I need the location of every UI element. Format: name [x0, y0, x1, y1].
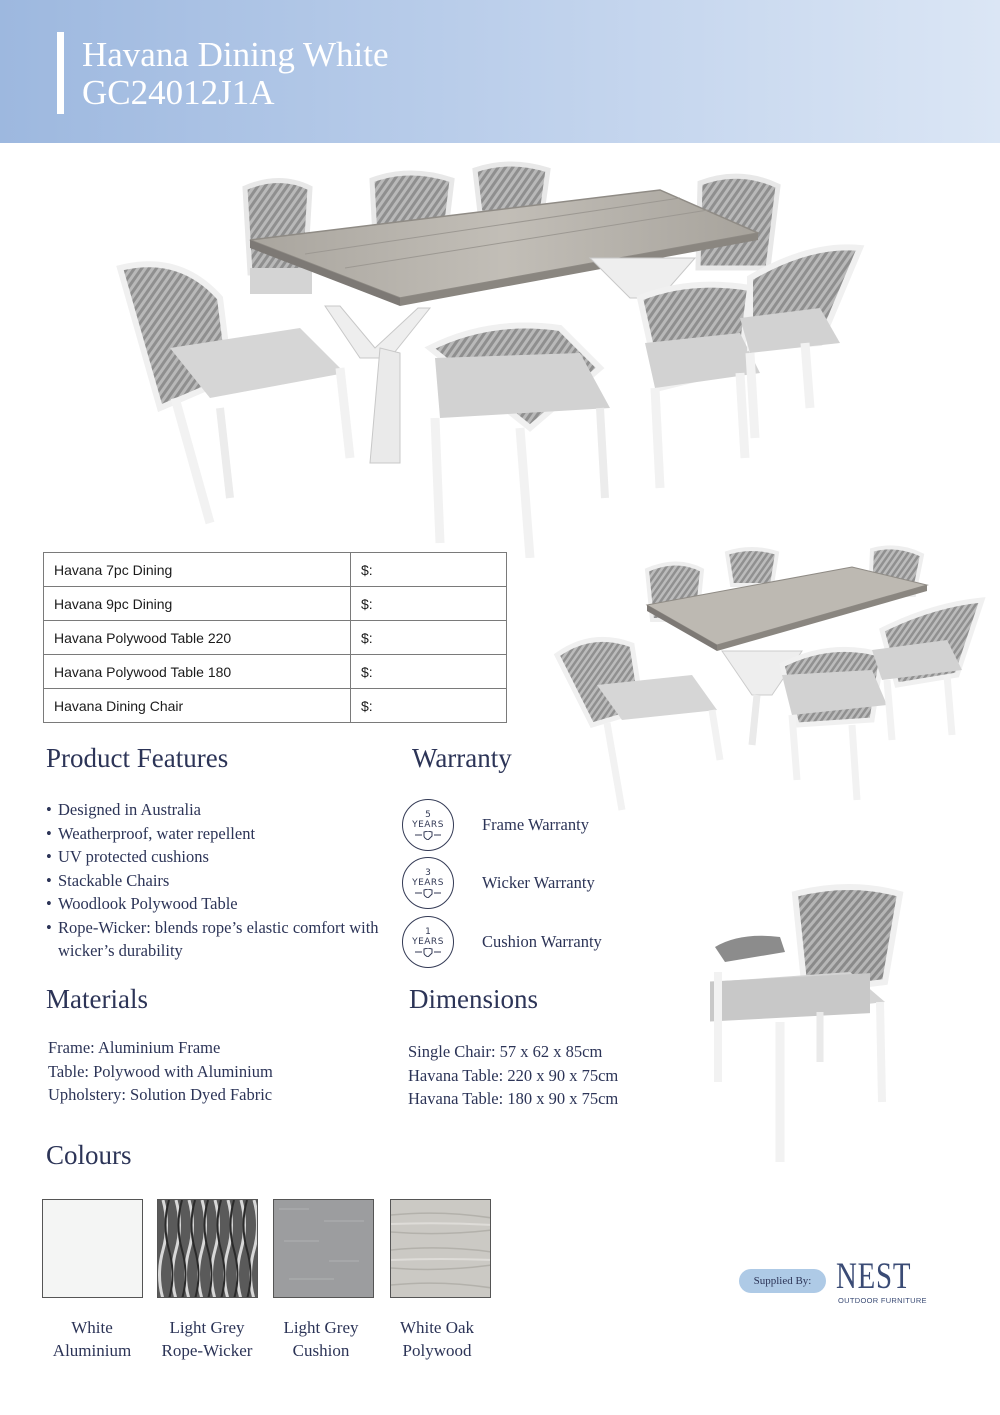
price-value: $: — [351, 689, 507, 723]
materials-heading: Materials — [46, 984, 148, 1014]
materials-line: Table: Polywood with Aluminium — [48, 1061, 273, 1081]
hero-photo — [100, 158, 880, 558]
table-row — [44, 621, 507, 655]
table-row — [44, 655, 507, 689]
set-chair — [782, 649, 887, 800]
warranty-label: Cushion Warranty — [482, 932, 602, 951]
product-title: Havana Dining White — [82, 35, 389, 74]
shield-icon — [415, 948, 441, 957]
nest-logo: NEST — [836, 1256, 912, 1297]
warranty-unit: YEARS — [412, 878, 444, 888]
warranty-heading: Warranty — [412, 743, 512, 773]
table-row — [44, 553, 507, 587]
list-item: • Woodlook Polywood Table — [46, 892, 391, 916]
dimensions-line: Single Chair: 57 x 62 x 85cm — [408, 1042, 603, 1061]
warranty-years: 5 — [425, 810, 431, 820]
warranty-badge-icon — [402, 916, 454, 968]
warranty-badge-icon — [402, 799, 454, 851]
chair-photo — [700, 882, 915, 1167]
list-item: • Weatherproof, water repellent — [46, 822, 391, 846]
product-code: GC24012J1A — [82, 73, 275, 112]
warranty-years: 1 — [425, 927, 431, 937]
list-item: • Rope-Wicker: blends rope’s elastic comfort with wicker’s durability — [46, 916, 391, 963]
front-chair — [740, 247, 860, 438]
list-item: • Designed in Australia — [46, 798, 391, 822]
swatch-label-white — [27, 1316, 157, 1362]
shield-icon — [415, 831, 441, 840]
price-item-name: Havana Dining Chair — [44, 689, 351, 723]
swatch-label-line: White Oak — [399, 1318, 475, 1337]
warranty-label: Wicker Warranty — [482, 873, 595, 892]
swatch-label-line: Polywood — [402, 1341, 472, 1360]
swatch-label-line: Light Grey — [169, 1318, 245, 1337]
swatch-rope-wicker — [157, 1199, 258, 1298]
front-chair — [430, 326, 610, 559]
warranty-unit: YEARS — [412, 937, 444, 947]
list-item: • UV protected cushions — [46, 845, 391, 869]
dimensions-line: Havana Table: 220 x 90 x 75cm — [408, 1065, 619, 1085]
swatch-white-aluminium — [42, 1199, 143, 1298]
warranty-row-cushion — [402, 916, 602, 968]
price-item-name: Havana 9pc Dining — [44, 587, 351, 621]
warranty-badge-icon — [402, 857, 454, 909]
materials-line: Upholstery: Solution Dyed Fabric — [48, 1085, 273, 1104]
swatch-label-line: Light Grey — [283, 1318, 359, 1337]
swatch-label-polywood — [372, 1316, 502, 1362]
features-list — [46, 798, 391, 963]
price-value: $: — [351, 621, 507, 655]
dimensions-line: Havana Table: 180 x 90 x 75cm — [408, 1089, 619, 1108]
list-item: • Stackable Chairs — [46, 869, 391, 893]
features-heading: Product Features — [46, 743, 229, 773]
set-chair — [557, 639, 720, 810]
price-item-name: Havana Polywood Table 220 — [44, 621, 351, 655]
table-row — [44, 587, 507, 621]
price-value: $: — [351, 587, 507, 621]
set-photo — [552, 545, 992, 815]
materials-line: Frame: Aluminium Frame — [48, 1038, 221, 1057]
price-value: $: — [351, 553, 507, 587]
warranty-years: 3 — [425, 868, 431, 878]
materials-text — [48, 1036, 273, 1107]
nest-tagline: OUTDOOR FURNITURE — [838, 1296, 927, 1305]
dimensions-text — [408, 1040, 618, 1111]
header-banner — [0, 0, 1000, 143]
price-table — [43, 552, 507, 723]
set-chair — [872, 600, 982, 740]
warranty-row-frame — [402, 799, 589, 851]
shield-icon — [415, 889, 441, 898]
swatch-label-line: Rope-Wicker — [161, 1341, 253, 1360]
swatch-label-line: Aluminium — [52, 1341, 132, 1360]
price-item-name: Havana 7pc Dining — [44, 553, 351, 587]
supplied-by-badge: Supplied By: — [739, 1269, 826, 1293]
warranty-label: Frame Warranty — [482, 815, 589, 834]
front-chair — [120, 264, 350, 523]
table-row — [44, 689, 507, 723]
swatch-label-line: Cushion — [292, 1341, 350, 1360]
swatch-label-rope — [142, 1316, 272, 1362]
swatch-label-line: White — [71, 1318, 113, 1337]
swatch-polywood — [390, 1199, 491, 1298]
dimensions-heading: Dimensions — [409, 984, 539, 1014]
swatch-label-cushion — [256, 1316, 386, 1362]
warranty-unit: YEARS — [412, 820, 444, 830]
swatch-cushion — [273, 1199, 374, 1298]
warranty-row-wicker — [402, 857, 595, 909]
header-accent-bar — [57, 32, 64, 114]
price-value: $: — [351, 655, 507, 689]
colours-heading: Colours — [46, 1140, 132, 1170]
price-item-name: Havana Polywood Table 180 — [44, 655, 351, 689]
front-chair — [640, 285, 760, 488]
